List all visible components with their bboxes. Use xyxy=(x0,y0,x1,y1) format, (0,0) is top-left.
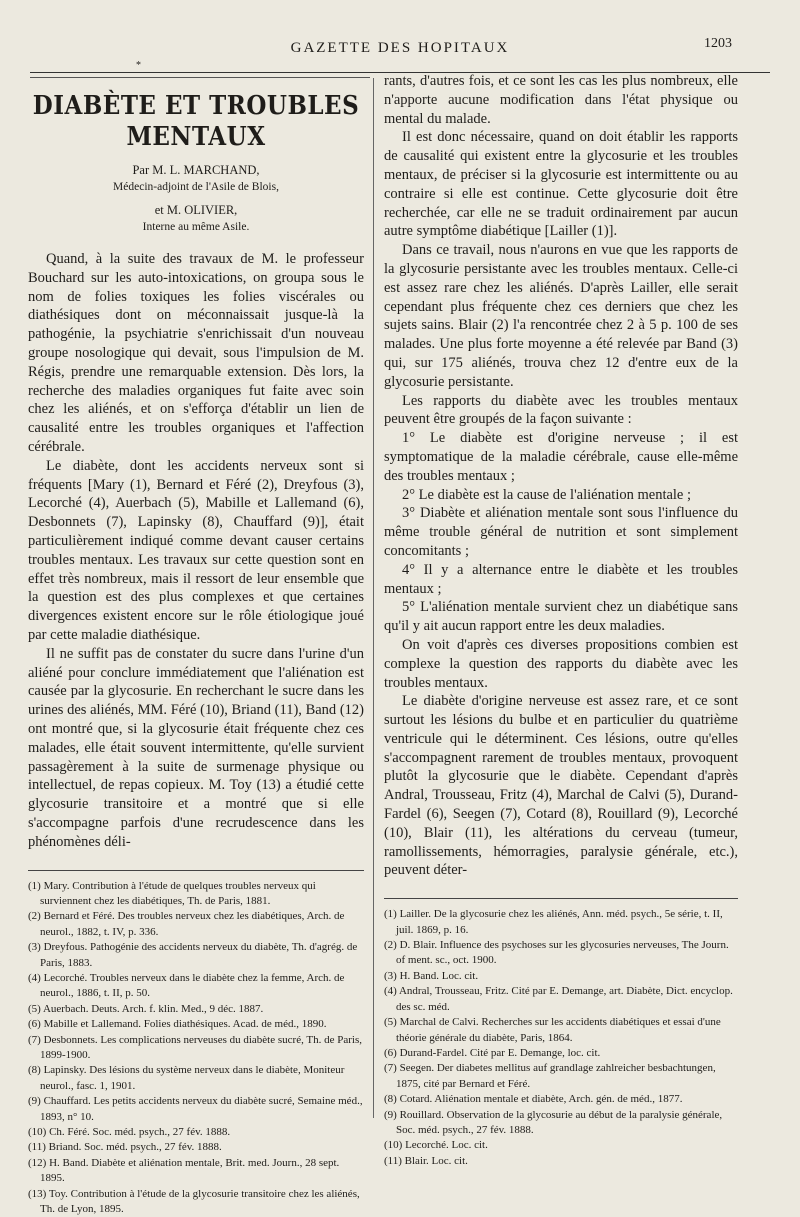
author-2-affiliation: Interne au même Asile. xyxy=(28,219,364,236)
left-body xyxy=(28,250,364,852)
author-1-affiliation: Médecin-adjoint de l'Asile de Blois, xyxy=(28,179,364,196)
right-column xyxy=(384,72,738,1169)
footnote: (9) Rouillard. Observation de la glycosurie au début de la paralysie générale, Soc. méd. psych., 27 fév. 1888. xyxy=(384,1108,738,1139)
footnote: (13) Toy. Contribution à l'étude de la glycosurie transitoire chez les aliénés, Th. de Lyon, 1895. xyxy=(28,1187,364,1217)
footnote: (8) Cotard. Aliénation mentale et diabète, Arch. gén. de méd., 1877. xyxy=(384,1092,738,1107)
footnote: (6) Mabille et Lallemand. Folies diathésiques. Acad. de méd., 1890. xyxy=(28,1017,364,1032)
footnote: (6) Durand-Fardel. Cité par E. Demange, loc. cit. xyxy=(384,1046,738,1061)
list-item: 4° Il y a alternance entre le diabète et les troubles mentaux ; xyxy=(384,561,738,599)
footnote: (7) Seegen. Der diabetes mellitus auf grandlage zahlreicher besbachtungen, 1875, cité par Bernard et Féré. xyxy=(384,1061,738,1092)
footnote: (10) Ch. Féré. Soc. méd. psych., 27 fév. 1888. xyxy=(28,1125,364,1140)
footnote: (2) Bernard et Féré. Des troubles nerveux chez les diabétiques, Arch. de neurol., 1882, t. IV, p. 336. xyxy=(28,909,364,940)
byline xyxy=(28,162,364,236)
footnote: (1) Mary. Contribution à l'étude de quelques troubles nerveux qui surviennent chez les diabétiques, Th. de Paris, 1881. xyxy=(28,879,364,910)
paragraph: Quand, à la suite des travaux de M. le professeur Bouchard sur les auto-intoxications, on groupa sous le nom de folies toxiques les folies viscérales ou diathésiques dont on méconnaissait jusque-là la pathogénie, la psychiatrie s'enrichissait d'un nouveau groupe nosologique qui devait, sous l'impulsion de M. Régis, prendre une remarquable extension. Dès lors, la recherche des maladies organiques fut faite avec soin chez les aliénés, et on s'efforça d'établir un lien de causalité entre les troubles organiques et l'affection cérébrale. xyxy=(28,250,364,457)
list-item: 2° Le diabète est la cause de l'aliénation mentale ; xyxy=(384,486,738,505)
author-1: Par M. L. MARCHAND, xyxy=(28,162,364,179)
footnote: (9) Chauffard. Les petits accidents nerveux du diabète sucré, Semaine méd., 1893, n° 10. xyxy=(28,1094,364,1125)
list-item: 1° Le diabète est d'origine nerveuse ; il est symptomatique de la maladie cérébrale, cause elle-même des troubles mentaux ; xyxy=(384,429,738,485)
column-divider xyxy=(373,78,374,1118)
footnote: (11) Blair. Loc. cit. xyxy=(384,1154,738,1169)
paragraph: Le diabète d'origine nerveuse est assez rare, et ce sont surtout les lésions du bulbe et en particulier du quatrième ventricule qui le déterminent. Ces lésions, outre qu'elles s'accompagnent rarement de troubles mentaux, provoquent plutôt la glycosurie que le diabète. Cependant d'après Andral, Trousseau, Fritz (4), Marchal de Calvi (5), Durand-Fardel (6), Seegen (7), Cotard (8), Rouillard (9), Lecorché (10), Blair (11), les altérations du cerveau (tumeur, ramollissements, hémorragies, paralysie générale, etc.), peuvent déter- xyxy=(384,692,738,880)
page-number: 1203 xyxy=(704,36,732,52)
header-rule-secondary xyxy=(30,77,370,78)
paragraph: rants, d'autres fois, et ce sont les cas les plus nombreux, elle n'apporte aucune modification dans l'état physique ou mental du malade. xyxy=(384,72,738,128)
paragraph: Il ne suffit pas de constater du sucre dans l'urine d'un aliéné pour conclure immédiatement que l'aliénation est causée par la glycosurie. En recherchant le sucre dans les urines des aliénés, MM. Féré (10), Briand (11), Band (12) ont montré que, si la glycosurie était fréquente chez ces malades, elle était souvent intermittente, qu'elle survient passagèrement à la suite de surmenage physique ou intellectuel, de repas copieux. M. Toy (13) a étudié cette glycosurie transitoire et a montré que si elle s'accompagne parfois d'une recrudescence dans les phénomènes déli- xyxy=(28,645,364,852)
paragraph: Le diabète, dont les accidents nerveux sont si fréquents [Mary (1), Bernard et Féré (2), Dreyfous (3), Lecorché (4), Auerbach (5), Mabille et Lallemand (6), Desbonnets (7), Lapinsky (8), Chauffard (9)], était particulièrement indiqué comme devant causer certains troubles mentaux. Les travaux sur cette question sont en effet très nombreux, mais il ressort de leur ensemble que la question est des plus complexes et que certaines divergences existent encore sur le rôle étiologique joué par cette maladie diathésique. xyxy=(28,457,364,645)
list-item: 3° Diabète et aliénation mentale sont sous l'influence du même trouble général de nutrition et sont simplement concomitants ; xyxy=(384,504,738,560)
ornament: * xyxy=(136,60,141,71)
left-column xyxy=(28,88,364,1217)
footnote: (3) H. Band. Loc. cit. xyxy=(384,969,738,984)
paragraph: Les rapports du diabète avec les troubles mentaux peuvent être groupés de la façon suivante : xyxy=(384,392,738,430)
paragraph: Dans ce travail, nous n'aurons en vue que les rapports de la glycosurie persistante avec les troubles mentaux. Celle-ci est assez rare chez les aliénés. D'après Lailler, elle serait cependant plus fréquente chez ces derniers que chez les sujets sains. Blair (2) l'a rencontrée chez 2 à 5 p. 100 de ses malades. Une plus forte moyenne a été relevée par Band (3) qui, sur 175 aliénés, trouva chez 12 d'entre eux de la glycosurie persistante. xyxy=(384,241,738,391)
footnote: (1) Lailler. De la glycosurie chez les aliénés, Ann. méd. psych., 5e série, t. II, juil. 1869, p. 16. xyxy=(384,907,738,938)
footnote: (4) Lecorché. Troubles nerveux dans le diabète chez la femme, Arch. de neurol., 1886, t. II, p. 50. xyxy=(28,971,364,1002)
footnote: (11) Briand. Soc. méd. psych., 27 fév. 1888. xyxy=(28,1140,364,1155)
list-item: 5° L'aliénation mentale survient chez un diabétique sans qu'il y ait aucun rapport entre les deux maladies. xyxy=(384,598,738,636)
footnote: (4) Andral, Trousseau, Fritz. Cité par E. Demange, art. Diabète, Dict. encyclop. des sc. méd. xyxy=(384,984,738,1015)
footnote: (2) D. Blair. Influence des psychoses sur les glycosuries nerveuses, The Journ. of ment. sc., oct. 1900. xyxy=(384,938,738,969)
footnote-rule xyxy=(28,870,364,871)
running-head: GAZETTE DES HOPITAUX xyxy=(0,40,800,57)
footnote-rule xyxy=(384,898,738,899)
footnote: (12) H. Band. Diabète et aliénation mentale, Brit. med. Journ., 28 sept. 1895. xyxy=(28,1156,364,1187)
paragraph: Il est donc nécessaire, quand on doit établir les rapports de causalité qui existent entre la glycosurie et les troubles mentaux, de préciser si la glycosurie est intermittente ou au contraire si elle est continue. Cette glycosurie doit être recherchée, car elle ne se traduit ordinairement par aucun autre symptôme diabétique [Lailler (1)]. xyxy=(384,128,738,241)
footnote: (10) Lecorché. Loc. cit. xyxy=(384,1138,738,1153)
footnote: (5) Auerbach. Deuts. Arch. f. klin. Med., 9 déc. 1887. xyxy=(28,1002,364,1017)
article-title: DIABÈTE ET TROUBLES MENTAUX xyxy=(28,90,364,152)
footnote: (5) Marchal de Calvi. Recherches sur les accidents diabétiques et essai d'une théorie générale du diabète, Paris, 1864. xyxy=(384,1015,738,1046)
right-body xyxy=(384,72,738,880)
right-footnotes xyxy=(384,907,738,1169)
paragraph: On voit d'après ces diverses propositions combien est complexe la question des rapports du diabète avec les troubles mentaux. xyxy=(384,636,738,692)
left-footnotes xyxy=(28,879,364,1217)
footnote: (8) Lapinsky. Des lésions du système nerveux dans le diabète, Moniteur neurol., fasc. 1, 1901. xyxy=(28,1063,364,1094)
footnote: (3) Dreyfous. Pathogénie des accidents nerveux du diabète, Th. d'agrég. de Paris, 1883. xyxy=(28,940,364,971)
footnote: (7) Desbonnets. Les complications nerveuses du diabète sucré, Th. de Paris, 1899-1900. xyxy=(28,1033,364,1064)
author-2: et M. OLIVIER, xyxy=(28,202,364,219)
